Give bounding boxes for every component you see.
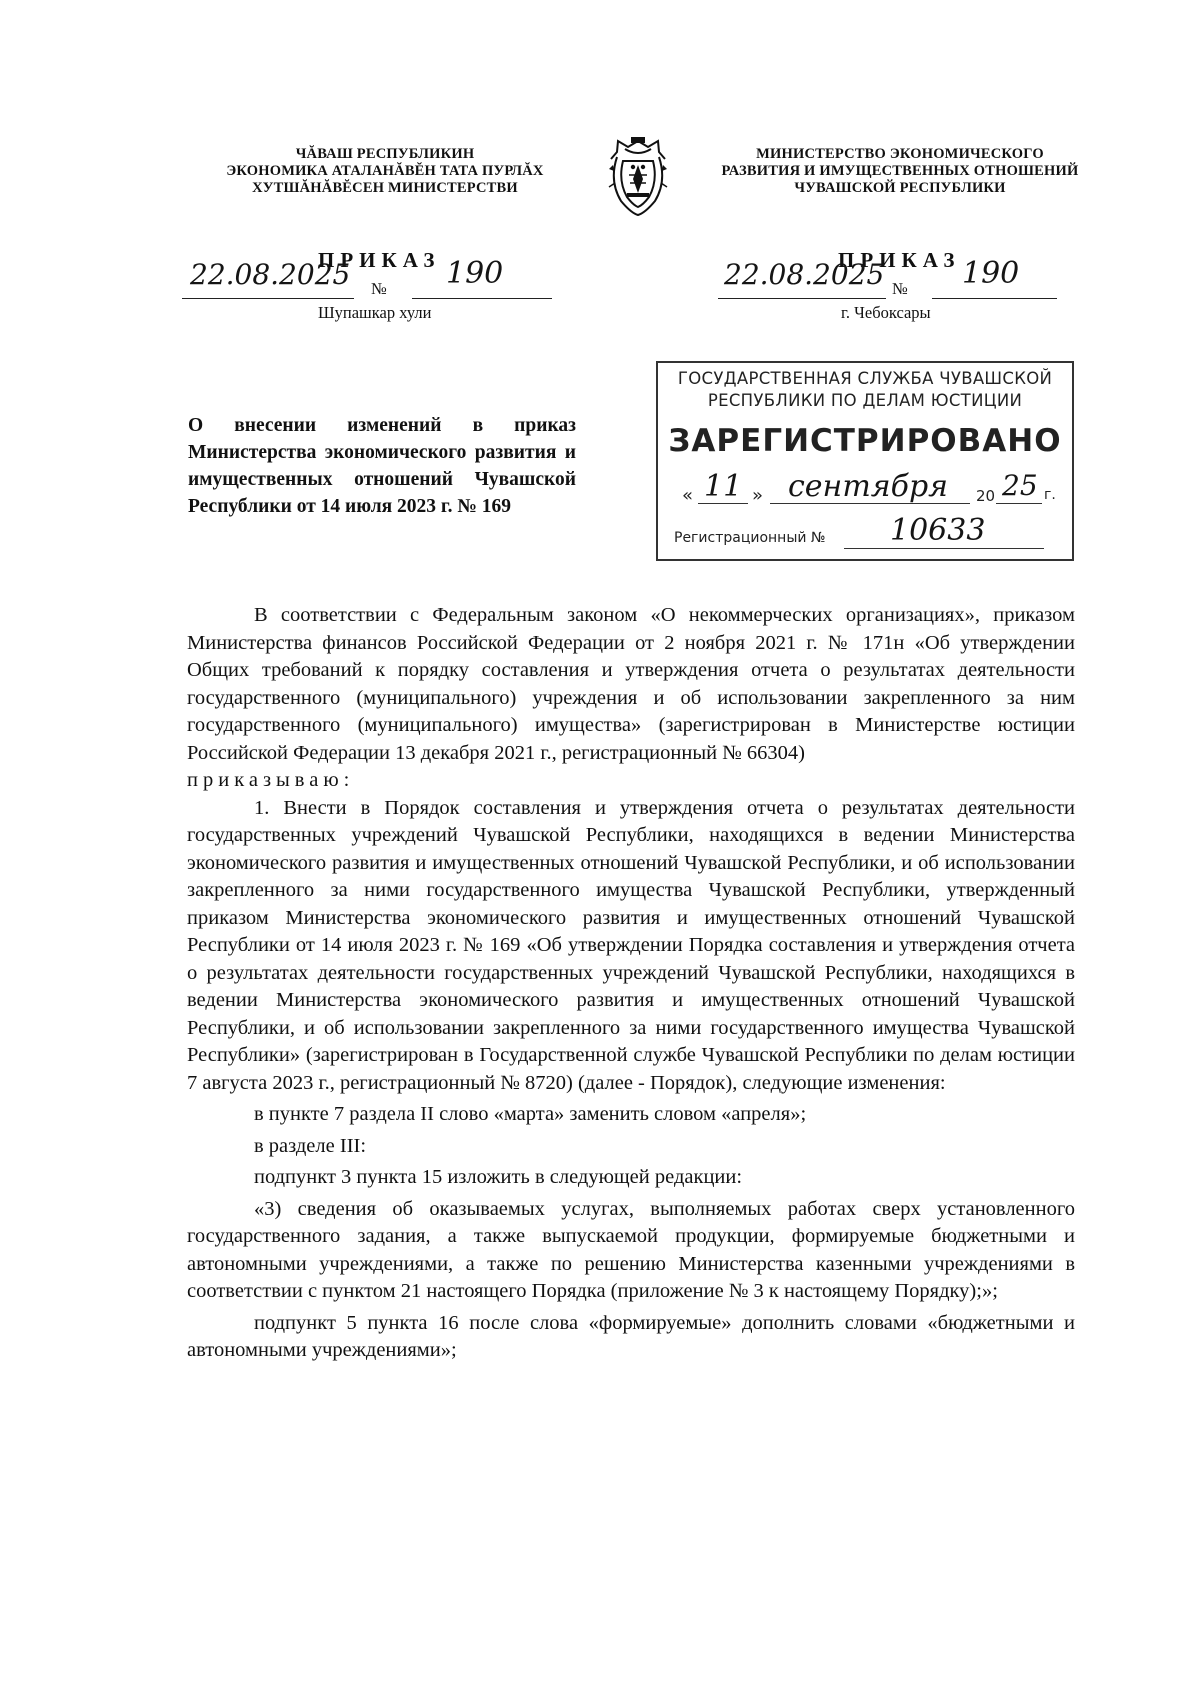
coat-of-arms-emblem [605,135,671,219]
city-right: г. Чебоксары [841,303,931,322]
number-right: 190 [962,256,1020,291]
date-right: 22.08.2025 [724,258,885,291]
prikaz-label-left: ПРИКАЗ [318,248,441,272]
stamp-reg-number: 10633 [890,513,986,548]
stamp-reg-label: Регистрационный № [674,530,826,546]
number-sign-right: № [892,279,908,298]
stamp-quote-close: » [752,485,764,506]
header-right-line-2: РАЗВИТИЯ И ИМУЩЕСТВЕННЫХ ОТНОШЕНИЙ [721,163,1079,179]
stamp-year-underline [996,503,1042,504]
paragraph-quoted-subitem-3: «3) сведения об оказываемых услугах, выполняемых работах сверх установленного государственного задания, а также выпускаемой продукции, формируемые бюджетными и автономными учреждениями, а также по решению Министерства казенными учреждениями в соответствии с пунктом 21 настоящего Порядка (приложение № 3 к настоящему Порядку);»; [187,1197,1075,1302]
document-title: О внесении изменений в приказ Министерства экономического развития и имущественных отношений Чувашской Республики от 14 июля 2023 г. № 169 [188,415,576,517]
header-right [710,146,1090,197]
number-left: 190 [446,256,504,291]
stamp-day: 11 [704,469,743,504]
header-left-line-2: ЭКОНОМИКА АТАЛАНĂВĔН ТАТА ПУРЛĂХ [226,163,544,179]
paragraph-prikazyvayu: приказываю: [187,769,355,791]
stamp-registered: ЗАРЕГИСТРИРОВАНО [668,423,1062,459]
city-left: Шупашкар хули [318,303,432,322]
paragraph-subitem-3: подпункт 3 пункта 15 изложить в следующей редакции: [254,1166,743,1188]
stamp-year-suffix: 25 [1002,469,1038,502]
date-underline-left [182,298,354,299]
paragraph-item-1: 1. Внести в Порядок составления и утверждения отчета о результатах деятельности государственных учреждений Чувашской Республики, находящихся в ведении Министерства экономического развития и имущественных отношений Чувашской Республики, и об использовании закрепленного за ними государственного имущества Чувашской Республики, утвержденный приказом Министерства экономического развития и имущественных отношений Чувашской Республики от 14 июля 2023 г. № 169 «Об утверждении Порядка составления и утверждения отчета о результатах деятельности государственных учреждений Чувашской Республики, находящихся в ведении Министерства экономического развития и имущественных отношений Чувашской Республики, и об использовании закрепленного за ними государственного имущества Чувашской Республики» (зарегистрирован в Государственной службе Чувашской Республики по делам юстиции 7 августа 2023 г., регистрационный № 8720) (далее - Порядок), следующие изменения: [187,796,1075,1094]
stamp-month: сентября [788,469,949,504]
stamp-year-unit: г. [1044,487,1056,503]
number-underline-left [412,298,552,299]
stamp-line-1: ГОСУДАРСТВЕННАЯ СЛУЖБА ЧУВАШСКОЙ [677,369,1053,388]
stamp-quote-open: « [682,485,694,506]
date-underline-right [718,298,886,299]
stamp-reg-underline [844,548,1044,549]
prikaz-label-right: ПРИКАЗ [838,248,961,272]
header-right-line-1: МИНИСТЕРСТВО ЭКОНОМИЧЕСКОГО [756,146,1044,162]
header-left [200,146,570,197]
registration-stamp [656,361,1074,561]
date-left: 22.08.2025 [190,258,351,291]
paragraph-subitem-5: подпункт 5 пункта 16 после слова «формируемые» дополнить словами «бюджетными и автономными учреждениями»; [187,1311,1075,1361]
number-underline-right [932,298,1057,299]
header-left-line-1: ЧĂВАШ РЕСПУБЛИКИН [295,146,475,162]
document-body [187,602,1075,1365]
stamp-year-prefix: 20 [976,487,996,505]
header-right-line-3: ЧУВАШСКОЙ РЕСПУБЛИКИ [794,180,1006,196]
paragraph-section-2-change: в пункте 7 раздела II слово «марта» заменить словом «апреля»; [254,1103,807,1125]
header-left-line-3: ХУТШĂНĂВĔСЕН МИНИСТЕРСТВИ [252,180,518,196]
number-sign-left: № [371,279,387,298]
paragraph-preamble: В соответствии с Федеральным законом «О некоммерческих организациях», приказом Министерства финансов Российской Федерации от 2 ноября 2021 г. № 171н «Об утверждении Общих требований к порядку составления и утверждения отчета о результатах деятельности государственного (муниципального) учреждения и об использовании закрепленного за ним государственного (муниципального) имущества» (зарегистрирован в Министерстве юстиции Российской Федерации 13 декабря 2021 г., регистрационный № 66304) [187,604,1075,764]
stamp-line-2: РЕСПУБЛИКИ ПО ДЕЛАМ ЮСТИЦИИ [707,391,1023,410]
paragraph-section-3: в разделе III: [254,1134,367,1157]
